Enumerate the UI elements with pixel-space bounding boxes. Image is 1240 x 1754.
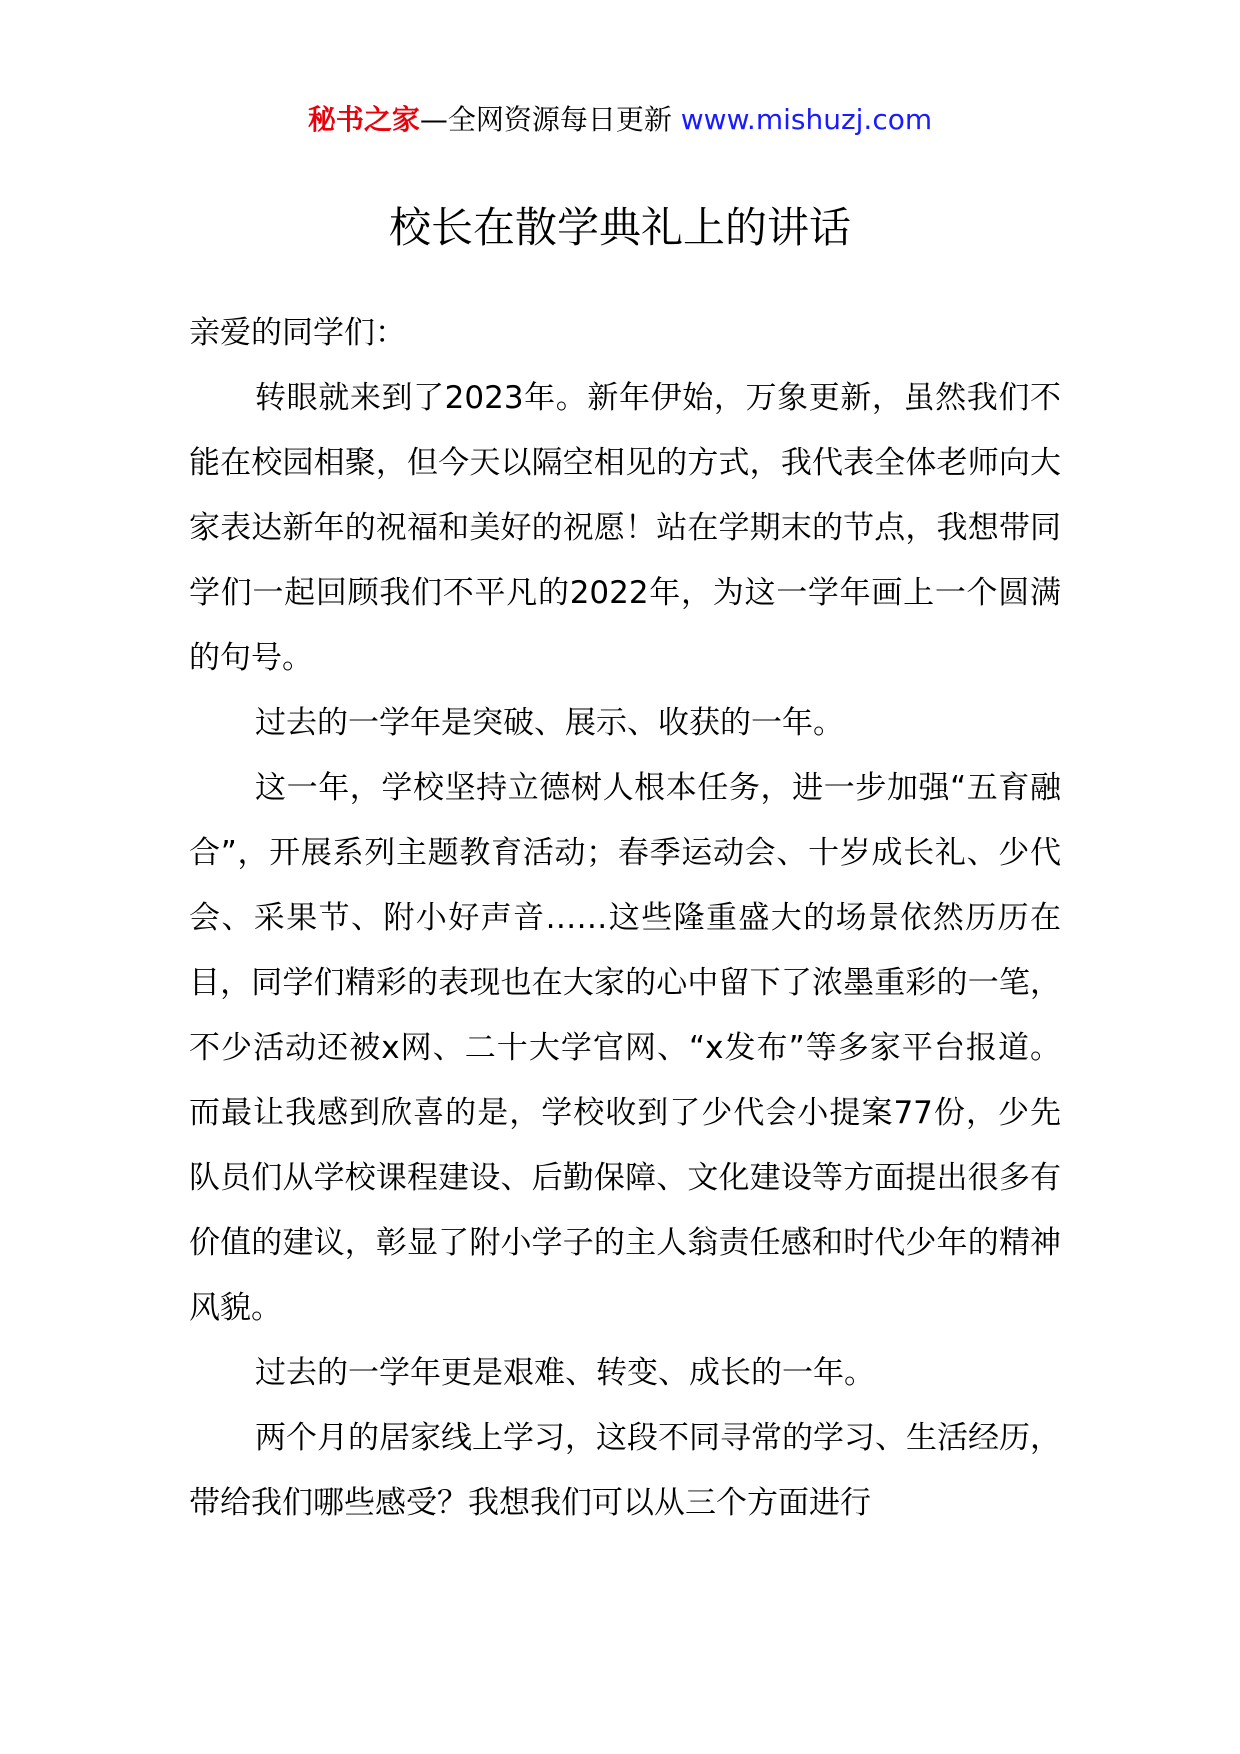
site-header: [0, 100, 1240, 140]
paragraph: 这一年，学校坚持立德树人根本任务，进一步加强“五育融合”，开展系列主题教育活动；春季运动会、十岁成长礼、少代会、采果节、附小好声音……这些隆重盛大的场景依然历历在目，同学们精彩的表现也在大家的心中留下了浓墨重彩的一笔，不少活动还被x网、二十大学官网、“x发布”等多家平台报道。而最让我感到欣喜的是，学校收到了少代会小提案77份，少先队员们从学校课程建设、后勤保障、文化建设等方面提出很多有价值的建议，彰显了附小学子的主人翁责任感和时代少年的精神风貌。: [189, 770, 1061, 1326]
paragraph: 过去的一学年是突破、展示、收获的一年。: [255, 705, 844, 741]
site-tagline: —全网资源每日更新: [419, 103, 681, 136]
site-brand: 秘书之家: [307, 103, 420, 136]
paragraph: 转眼就来到了2023年。新年伊始，万象更新，虽然我们不能在校园相聚，但今天以隔空相见的方式，我代表全体老师向大家表达新年的祝福和美好的祝愿！站在学期末的节点，我想带同学们一起回顾我们不平凡的2022年，为这一学年画上一个圆满的句号。: [189, 380, 1061, 676]
salutation: 亲爱的同学们：: [189, 315, 406, 351]
site-url-link[interactable]: www.mishuzj.com: [680, 103, 933, 136]
document-title: 校长在散学典礼上的讲话: [388, 203, 851, 252]
document-body: [189, 301, 1061, 1536]
paragraph: 过去的一学年更是艰难、转变、成长的一年。: [255, 1355, 875, 1391]
paragraph: 两个月的居家线上学习，这段不同寻常的学习、生活经历，带给我们哪些感受？我想我们可以从三个方面进行: [189, 1420, 1061, 1521]
